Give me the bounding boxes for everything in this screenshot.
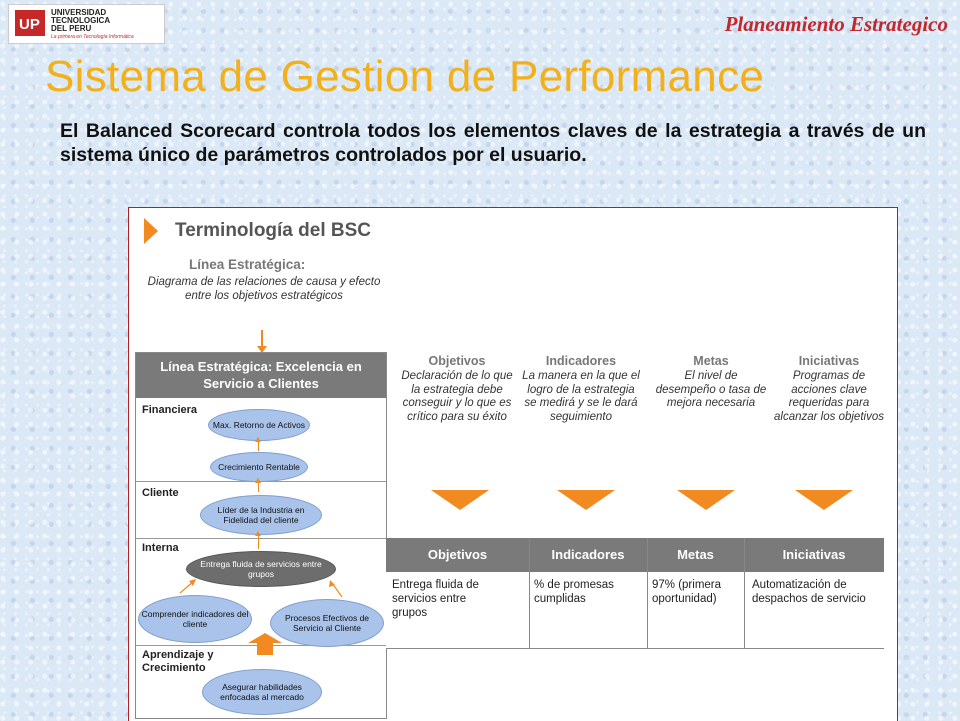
oval-lider: Líder de la Industria en Fidelidad del cliente: [200, 495, 322, 535]
column-objetivos: [397, 354, 517, 424]
oval-comprender: Comprender indicadores del cliente: [138, 595, 252, 643]
td-objetivo: Entrega fluida de servicios entre grupos: [392, 579, 479, 619]
map-header: Línea Estratégica: Excelencia en Servicio a Clientes: [136, 353, 386, 398]
row-financiera: Financiera: [142, 404, 198, 416]
th-objetivos: Objetivos: [427, 547, 488, 562]
td-meta: 97% (primera oportunidad): [652, 579, 722, 605]
col-divider: [529, 538, 530, 648]
logo-line3: DEL PERU: [51, 24, 92, 33]
diagonal-arrows: [136, 353, 386, 718]
column-desc: Programas de acciones clave requeridas para alcanzar los objetivos: [774, 370, 884, 423]
utp-logo-icon: [15, 10, 45, 36]
td-indicador: % de promesas cumplidas: [534, 579, 614, 605]
th-indicadores: Indicadores: [551, 547, 625, 562]
th-metas: Metas: [677, 547, 714, 562]
big-up-arrow-icon: [248, 633, 282, 655]
column-name: Metas: [693, 354, 729, 368]
td-iniciativa: Automatización de despachos de servicio: [752, 579, 866, 605]
column-metas: [653, 354, 769, 411]
play-arrow-icon: [144, 218, 158, 244]
linea-label: Línea Estratégica:: [189, 257, 306, 272]
university-logo: [8, 4, 165, 44]
down-triangle-icon: [431, 490, 489, 510]
slide-title: Sistema de Gestion de Performance: [45, 52, 765, 101]
oval-max-retorno: Max. Retorno de Activos: [208, 409, 310, 441]
down-triangle-icon: [677, 490, 735, 510]
logo-tagline: La primera en Tecnología Informática: [51, 34, 134, 40]
linea-description: Diagrama de las relaciones de causa y efecto entre los objetivos estratégicos: [147, 276, 381, 302]
column-name: Objetivos: [428, 354, 486, 368]
down-triangle-icon: [557, 490, 615, 510]
down-triangle-icon: [795, 490, 853, 510]
table-row: [386, 572, 884, 649]
oval-asegurar: Asegurar habilidades enfocadas al mercado: [202, 669, 322, 715]
logo-line2: TECNOLOGICA: [51, 16, 111, 25]
slide-subtitle: El Balanced Scorecard controla todos los elementos claves de la estrategia a través de un sistema único de parámetros controlados por el usuario.: [60, 120, 926, 166]
panel-title: Terminología del BSC: [175, 220, 372, 241]
strategy-map: [135, 352, 387, 719]
column-desc: La manera en la que el logro de la estrategia se medirá y se le dará seguimiento: [522, 370, 640, 423]
svg-text:UP: UP: [19, 16, 40, 33]
down-arrow-icon: [261, 330, 263, 348]
column-indicadores: [521, 354, 641, 424]
row-cliente: Cliente: [142, 487, 179, 499]
col-divider: [647, 538, 648, 648]
th-iniciativas: Iniciativas: [782, 547, 846, 562]
row-aprendizaje: Aprendizaje y Crecimiento: [142, 649, 214, 674]
col-divider: [744, 538, 745, 648]
row-interna: Interna: [142, 542, 179, 554]
brand-text: Planeamiento Estrategico: [724, 12, 948, 36]
table-header: [386, 538, 884, 572]
column-name: Iniciativas: [798, 354, 860, 368]
oval-procesos: Procesos Efectivos de Servicio al Cliente: [270, 599, 384, 647]
oval-crecimiento: Crecimiento Rentable: [210, 452, 308, 482]
bsc-panel: [128, 207, 898, 721]
logo-line1: UNIVERSIDAD: [51, 8, 107, 17]
column-name: Indicadores: [545, 354, 617, 368]
oval-entrega: Entrega fluida de servicios entre grupos: [186, 551, 336, 587]
column-desc: Declaración de lo que la estrategia debe conseguir y lo que es crítico para su éxito: [401, 370, 513, 423]
column-desc: El nivel de desempeño o tasa de mejora necesaria: [655, 370, 767, 409]
column-iniciativas: [769, 354, 889, 424]
